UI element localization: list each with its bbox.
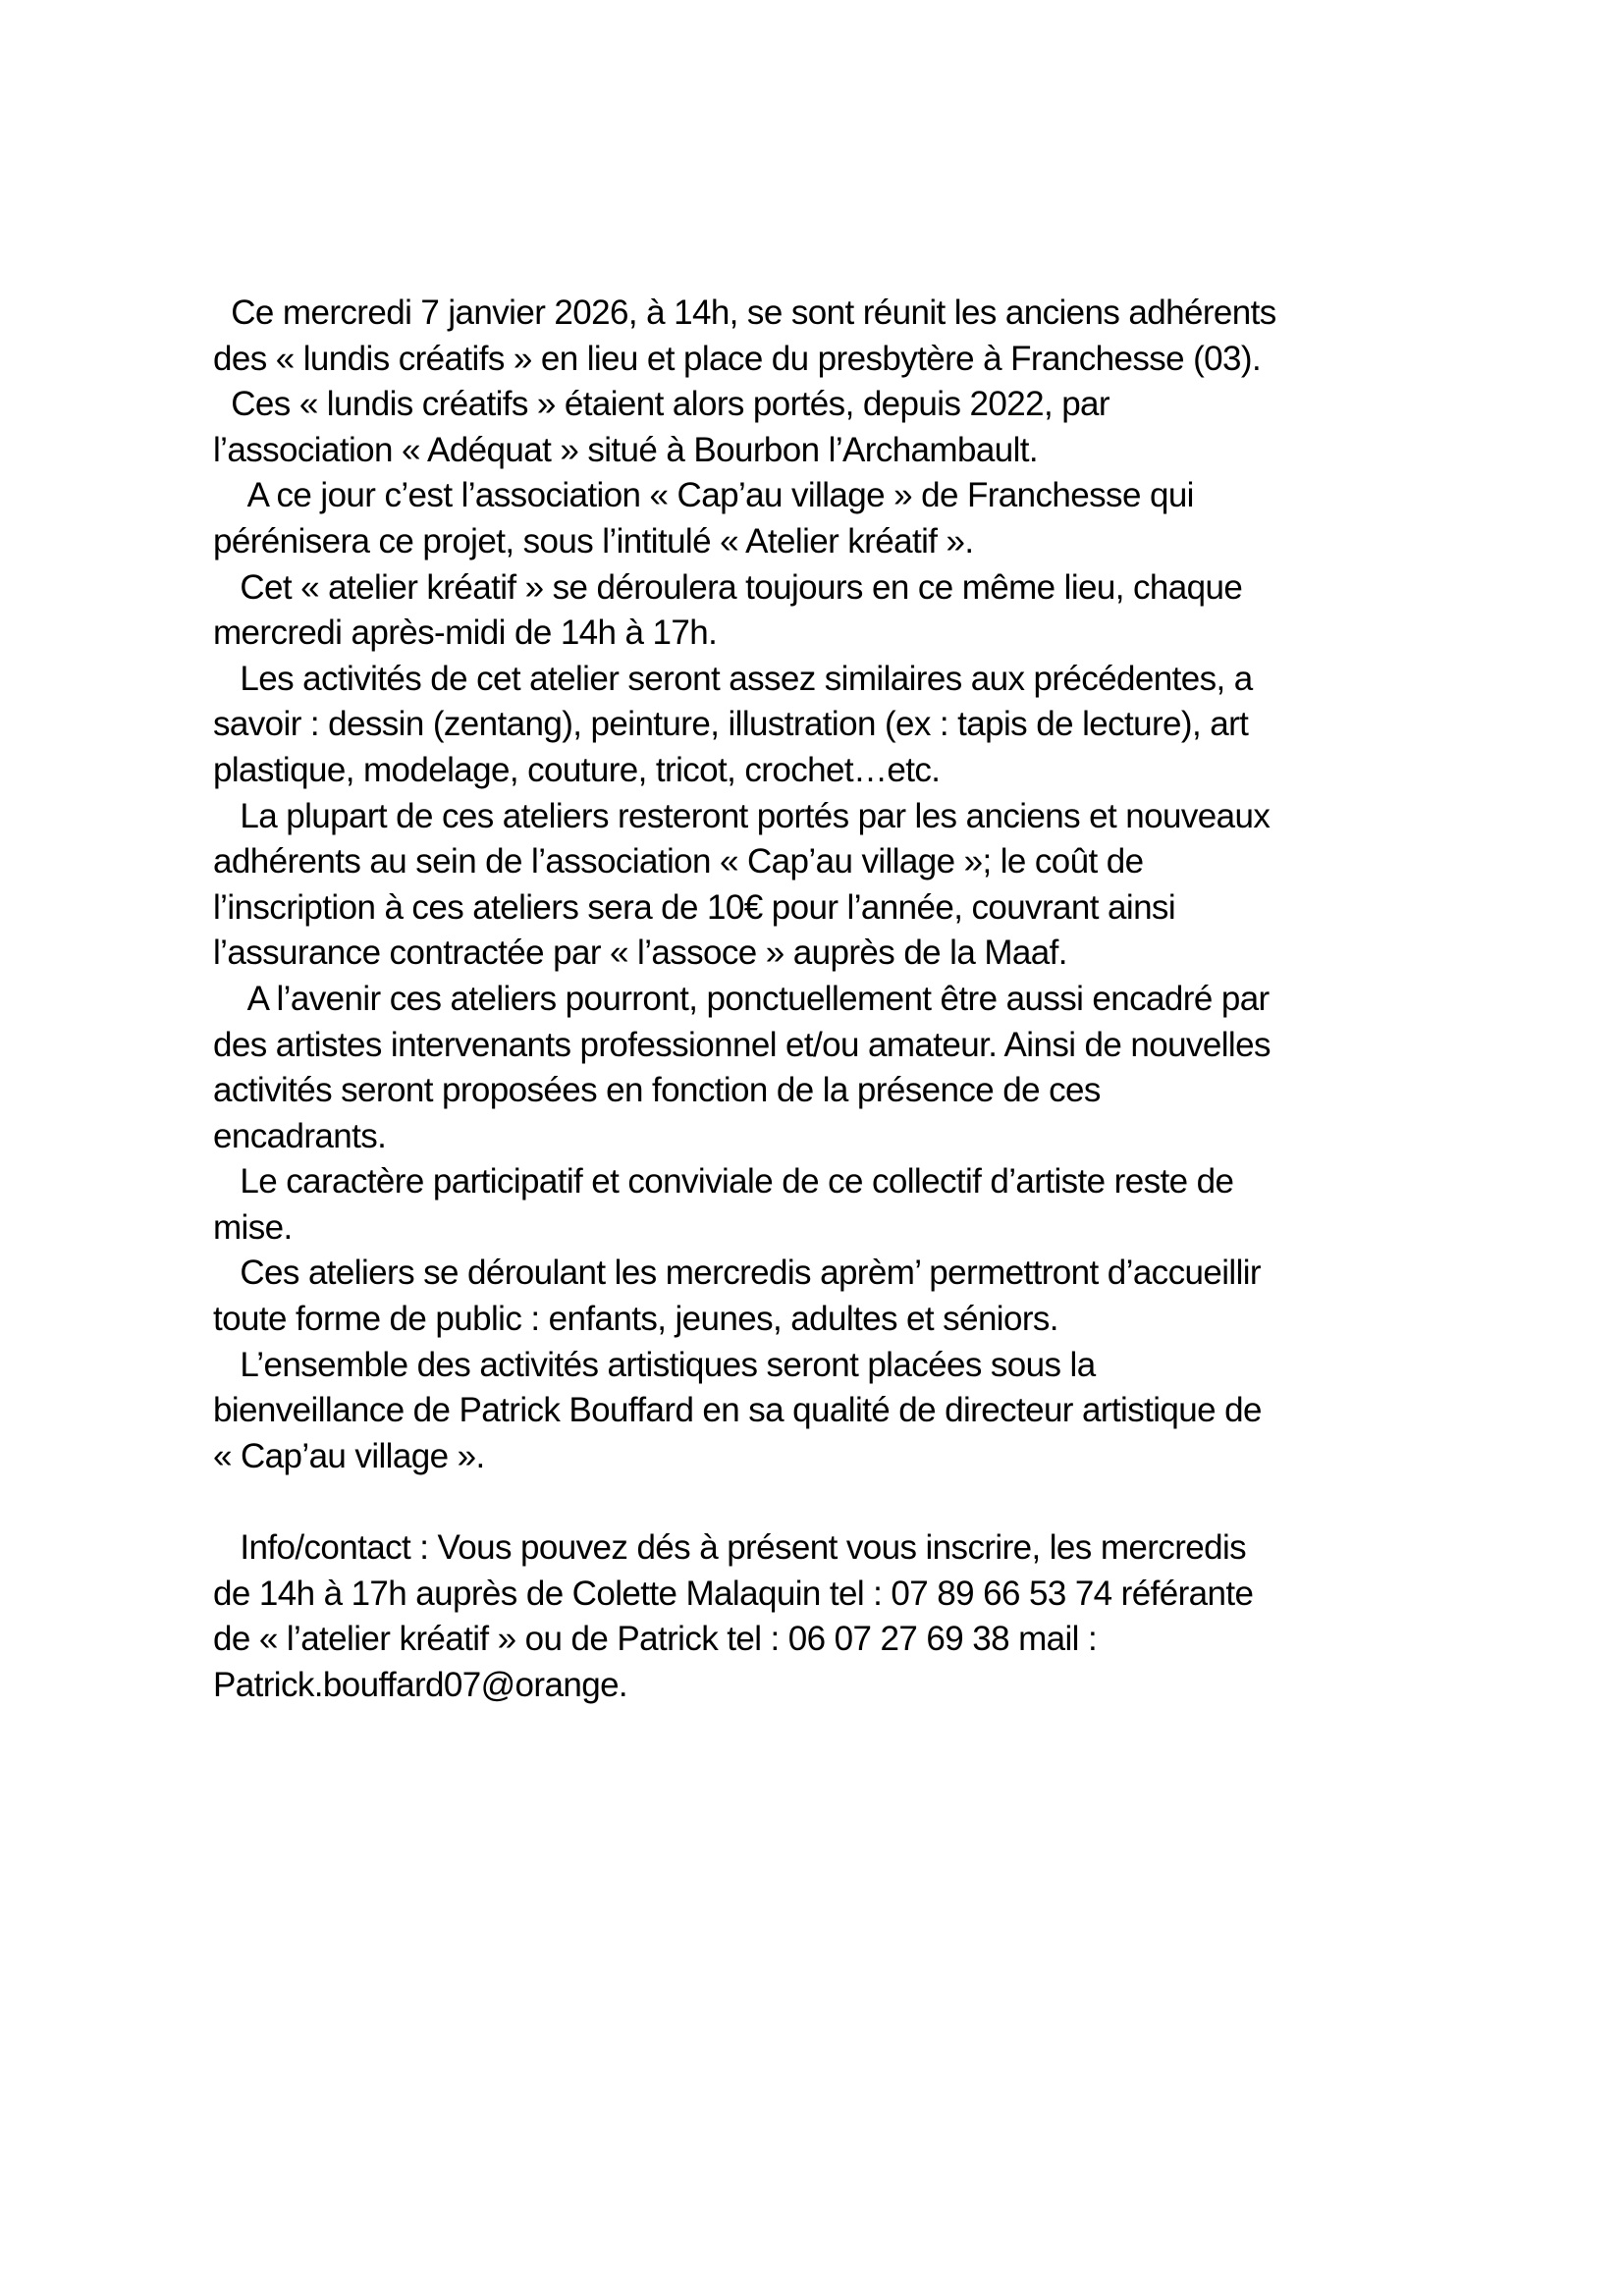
paragraph-spacer xyxy=(213,1479,1489,1525)
text-line: A ce jour c’est l’association « Cap’au village » de Franchesse qui xyxy=(213,476,1194,515)
text-line: mercredi après-midi de 14h à 17h. xyxy=(213,614,718,653)
text-line: des « lundis créatifs » en lieu et place du presbytère à Franchesse (03). xyxy=(213,339,1262,378)
text-line: de « l’atelier kréatif » ou de Patrick tel : 06 07 27 69 38 mail : xyxy=(213,1620,1098,1659)
paragraph-activities xyxy=(213,657,1489,794)
text-line: bienveillance de Patrick Bouffard en sa qualité de directeur artistique de xyxy=(213,1391,1262,1430)
text-line: Ces « lundis créatifs » étaient alors portés, depuis 2022, par xyxy=(213,385,1109,424)
document-page xyxy=(213,291,1489,1708)
text-line: toute forme de public : enfants, jeunes, adultes et séniors. xyxy=(213,1300,1058,1339)
text-line: savoir : dessin (zentang), peinture, illustration (ex : tapis de lecture), art xyxy=(213,705,1249,744)
paragraph-audience xyxy=(213,1251,1489,1342)
text-line: La plupart de ces ateliers resteront portés par les anciens et nouveaux xyxy=(213,796,1271,835)
text-line: des artistes intervenants professionnel et/ou amateur. Ainsi de nouvelles xyxy=(213,1025,1271,1064)
contact-email: Patrick.bouffard07@orange. xyxy=(213,1665,628,1704)
text-line: l’assurance contractée par « l’assoce » auprès de la Maaf. xyxy=(213,934,1067,973)
text-line: Ces ateliers se déroulant les mercredis aprèm’ permettront d’accueillir xyxy=(213,1254,1261,1293)
text-line: adhérents au sein de l’association « Cap’au village »; le coût de xyxy=(213,842,1144,881)
paragraph-participative xyxy=(213,1159,1489,1251)
paragraph-membership-cost xyxy=(213,794,1489,977)
paragraph-meeting xyxy=(213,291,1489,382)
paragraph-schedule xyxy=(213,565,1489,657)
text-line: Ce mercredi 7 janvier 2026, à 14h, se sont réunit les anciens adhérents xyxy=(213,294,1276,332)
paragraph-direction xyxy=(213,1343,1489,1480)
text-line: l’association « Adéquat » situé à Bourbon l’Archambault. xyxy=(213,430,1038,469)
text-line: Les activités de cet atelier seront assez similaires aux précédentes, a xyxy=(213,659,1253,698)
text-line: Info/contact : Vous pouvez dés à présent vous inscrire, les mercredis xyxy=(213,1528,1247,1568)
text-line: mise. xyxy=(213,1207,293,1247)
text-line: Le caractère participatif et conviviale de ce collectif d’artiste reste de xyxy=(213,1162,1234,1201)
text-line: l’inscription à ces ateliers sera de 10€ pour l’année, couvrant ainsi xyxy=(213,887,1176,927)
text-line: de 14h à 17h auprès de Colette Malaquin tel : 07 89 66 53 74 référante xyxy=(213,1574,1254,1613)
paragraph-history xyxy=(213,382,1489,473)
text-line: pérénisera ce projet, sous l’intitulé « Atelier kréatif ». xyxy=(213,521,974,561)
body-text xyxy=(213,291,1489,1479)
text-line: Cet « atelier kréatif » se déroulera toujours en ce même lieu, chaque xyxy=(213,567,1243,607)
text-line: plastique, modelage, couture, tricot, crochet…etc. xyxy=(213,750,941,789)
text-line: « Cap’au village ». xyxy=(213,1436,485,1475)
contact-paragraph xyxy=(213,1525,1489,1708)
paragraph-future xyxy=(213,977,1489,1159)
text-line: encadrants. xyxy=(213,1116,387,1155)
paragraph-new-association xyxy=(213,473,1489,564)
text-line: A l’avenir ces ateliers pourront, ponctuellement être aussi encadré par xyxy=(213,979,1270,1018)
text-line: activités seront proposées en fonction de la présence de ces xyxy=(213,1071,1101,1110)
text-line: L’ensemble des activités artistiques seront placées sous la xyxy=(213,1345,1096,1384)
